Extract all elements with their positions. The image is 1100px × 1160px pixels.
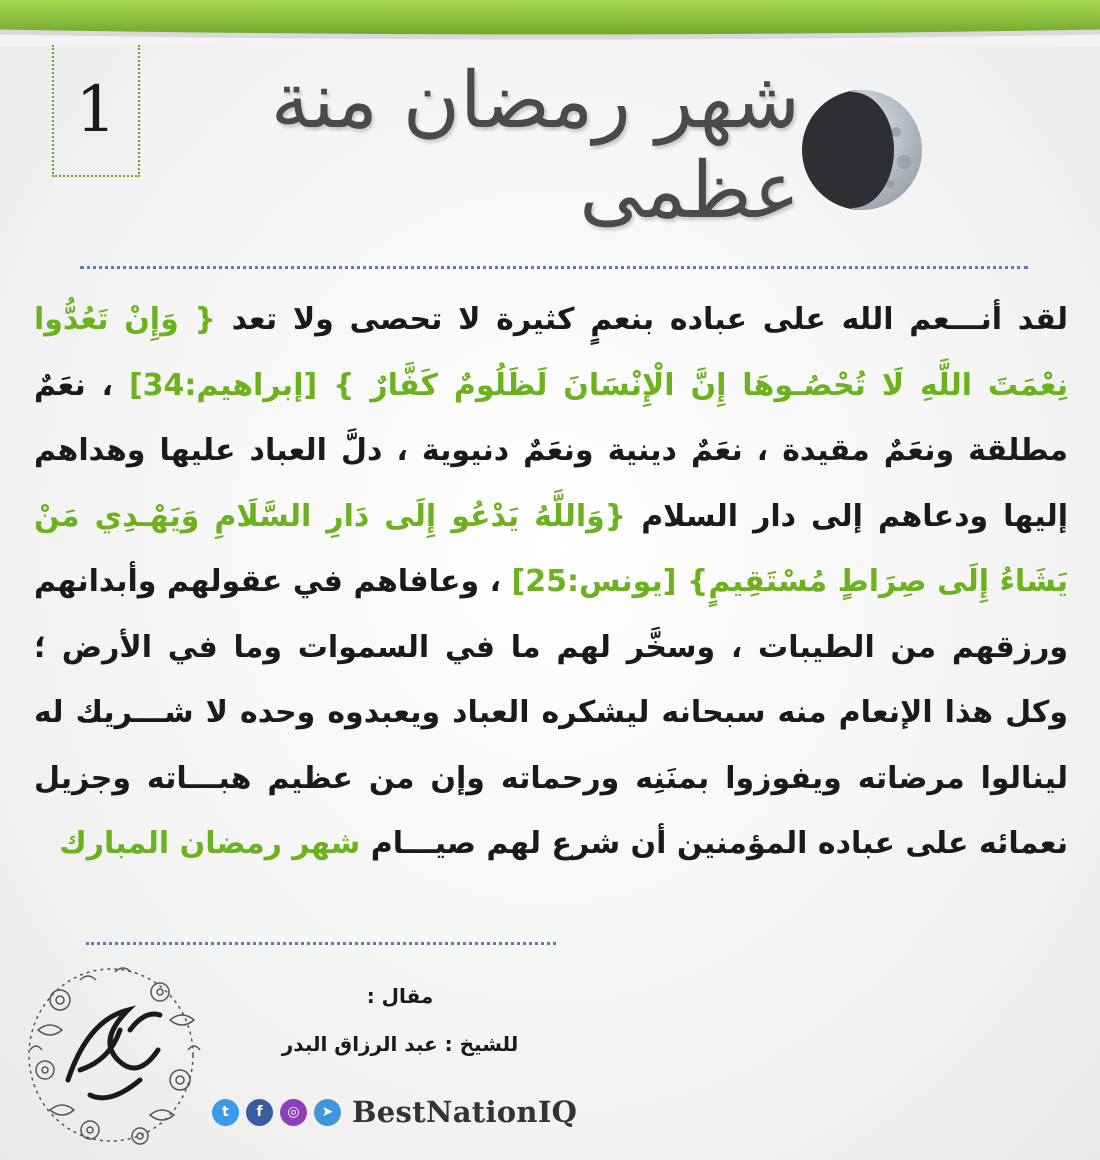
social-bar [212,1092,607,1132]
crescent-moon-icon [800,88,924,212]
quran-verse: { وَإِنْ تَعُدُّوا نِعْمَتَ اللَّهِ لَا تُحْصُـوهَا إِنَّ الْإِنْسَانَ لَظَلُومٌ كَفَّارٌ } [إبراهيم:34] [34,302,1069,403]
credits [240,972,560,1068]
article-label: مقال : [366,984,434,1008]
top-green-band [0,0,1100,46]
article-segment: ، وعافاهم في عقولهم وأبدانهم ورزقهم من الطيبات ، وسخَّر لهم ما في السموات وما في الأرض ؛ وكل هذا الإنعام منه سبحانه ليشكره العباد ويعبدوه وحده لا شـــريك له لينالوا مرضاته ويفوزوا بمنَنِه ورحماته وإن من عظيم هبـــاته وجزيل نعمائه على عباده المؤمنين أن شرع لهم صيـــام [34,564,1068,861]
social-handle[interactable]: BestNationIQ [352,1095,578,1129]
article-number: 1 [52,45,140,177]
telegram-icon[interactable]: ➤ [314,1099,341,1126]
twitter-icon[interactable]: t [212,1099,239,1126]
divider-bottom [86,942,556,945]
page-title: شهر رمضان منة عظمى [270,56,800,236]
author-name: للشيخ : عبد الرزاق البدر [281,1032,519,1056]
facebook-icon[interactable]: f [246,1099,273,1126]
quran-verse: {وَاللَّهُ يَدْعُو إِلَى دَارِ السَّلَامِ وَيَهْـدِي مَنْ يَشَاءُ إِلَى صِرَاطٍ مُسْتَقِيمٍ} [يونس:25] [34,498,1068,599]
instagram-icon[interactable]: ◎ [280,1099,307,1126]
article-segment: ، نعَمٌ مطلقة ونعَمٌ مقيدة ، نعَمٌ دينية ونعَمٌ دنيوية ، دلَّ العباد عليها وهداهم إليها ودعاهم إلى دار السلام [34,367,1069,534]
divider-top [80,266,1028,269]
floral-calligraphy-logo [20,960,202,1150]
highlight-ramadan: شهر رمضان المبارك [59,826,361,861]
article-text [34,287,1068,907]
article-segment: لقد أنـــعم الله على عباده بنعمٍ كثيرة لا تحصى ولا تعد [215,302,1068,337]
